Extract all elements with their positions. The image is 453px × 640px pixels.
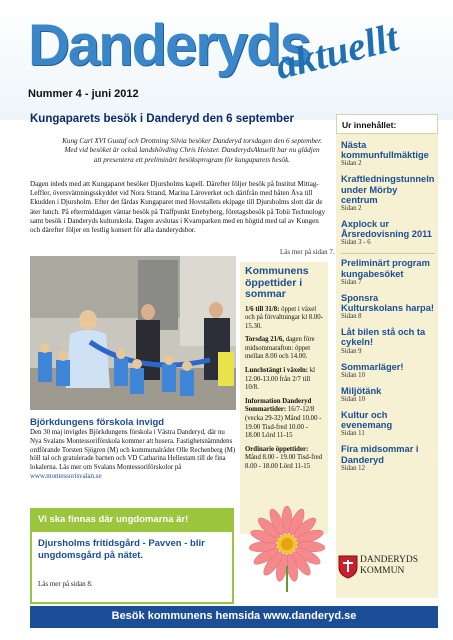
contents-item-page: Sidan 10 [341,396,365,404]
main-intro: Kung Carl XVI Gustaf och Drottning Silvia besöker Danderyd torsdagen den 6 september. Med vid besöket är också landshövding Chris Heister. DanderydsAktuellt har nu glädjen att presentera ett preliminärt besöksprogram för kungaparets besök. [62,137,322,164]
contents-item-title: Miljötänk [341,385,382,396]
issue-number: Nummer 4 - juni 2012 [28,88,139,100]
royal-visit-photo [30,256,236,410]
montessori-link[interactable]: www.montessorisvalan.se [30,472,102,480]
main-see-more: Läs mer på sidan 7. [280,248,335,256]
opening-hours-p5-label: Ordinarie öppettider: [245,445,309,453]
contents-item-title: Nästa kommunfullmäktige [341,140,429,161]
contents-sidebar [336,114,438,598]
contents-item[interactable] [341,410,435,438]
contents-item-page: Sidan 3 - 6 [341,239,371,247]
contents-item[interactable] [341,444,435,472]
main-body-text: Dagen inleds med att Kungaparet besöker Djursholms kapell. Därefter följer besök på Institut Mittag-Leffler, översvämningsskyddet vid Nora Strand, Marina Läroverket och därifrån med båten Äva till Ekudden i Djursholm. Efter det färdas Kungaparet med Hovstallets ekipage till Djursholms slott där de äter lunch. På eftermiddagen väntar besök på Träffpunkt Enebyberg, företagsbesök på Tobii Technology samt besök i Danderyds kulturskola. Dagen avslutas i Kvarnparken med en högtid med tal av Kungen och därefter följer en festlig konsert för alla danderydsbor. [30,180,326,235]
contents-item-page: Sidan 2 [341,205,362,213]
logo-line-2: KOMMUN [360,566,405,576]
logo-text [360,555,418,577]
opening-hours-p2-label: Torsdag 21/6, [245,336,285,344]
opening-hours-p3 [245,367,323,393]
contents-divider [341,253,435,254]
bjorkdungen-headline: Björkdungens förskola invigd [30,417,165,428]
footer-text: Besök kommunens hemsida www.danderyd.se [111,610,357,622]
contents-heading: Ur innehållet: [342,120,397,130]
opening-hours-p3-text: kl 12.00-13.00 från 2/7 till 10/8. [245,367,316,392]
flower-illustration [248,506,326,592]
opening-hours-p4-label: Information Danderyd Sommartider: [245,397,312,414]
masthead [0,0,453,120]
footer-banner[interactable] [30,606,438,628]
contents-item[interactable] [341,386,435,404]
contents-item-title: Fira midsommar i Danderyd [341,444,419,465]
contents-item[interactable] [341,362,435,380]
contents-item[interactable] [341,258,435,286]
main-body [30,180,328,235]
youth-box [30,508,234,604]
opening-hours-p2-text: dagen före midsommarafton: öppet mellan 8.00 och 14.00. [245,336,315,361]
contents-item-page: Sidan 9 [341,347,362,355]
contents-item-page: Sidan 11 [341,430,365,438]
contents-item[interactable] [341,174,435,213]
municipality-logo [336,552,438,582]
contents-item-page: Sidan 8 [341,313,362,321]
contents-item[interactable] [341,140,435,168]
opening-hours-p3-label: Lunchstängt i växeln: [245,367,309,375]
contents-item-page: Sidan 2 [341,160,362,168]
opening-hours-title: Kommunens öppettider i sommar [245,265,309,300]
opening-hours-p5 [245,446,323,472]
opening-hours-p1 [245,306,323,332]
bjorkdungen-text: Den 30 maj invigdes Björkdungens förskola i Västra Danderyd, där nu Nya Svalans Montessoriförskola kommer att husera. Fastighetsnämndens ordförande Torsten Sjögren (M) och kommunalrådet Olle Rechenberg (M) höll tal och gratulerade barnen och VD Catharina Hellestam till de fina lokalerna. Läs mer om Svalans Montessoriförskolor på [30,429,236,472]
contents-list [341,140,435,479]
contents-item-title: Axplock ur Årsredovisning 2011 [341,219,432,240]
opening-hours-p5-text: Månd 8.00 - 19.00 Tisd-fred 8.00 - 18.00 Lörd 11-15 [245,454,323,470]
youth-box-title: Vi ska finnas där ungdomarna är! [38,514,189,525]
opening-hours-p1-text: öppet i växel och på förvaltningar kl 8.00-15.30. [245,305,323,330]
masthead-title: Danderyds [28,13,310,78]
opening-hours-p4 [245,398,323,441]
contents-item-page: Sidan 10 [341,371,365,379]
contents-item-title: Låt bilen stå och ta cykeln! [341,327,426,348]
masthead-subtitle: aktuellt [270,14,403,89]
contents-item-title: Preliminärt program kungabesöket [341,258,430,279]
contents-item[interactable] [341,293,435,321]
main-headline: Kungaparets besök i Danderyd den 6 september [30,113,294,125]
contents-item[interactable] [341,219,435,247]
contents-item-page: Sidan 12 [341,464,365,472]
coat-of-arms-icon [338,555,358,579]
contents-item-title: Sommarläger! [341,361,404,372]
contents-item[interactable] [341,327,435,355]
opening-hours-p4-text: 16/7-12/8 (vecka 29-32) Månd 10.00 - 19.00 Tisd-fred 10.00 - 18.00 Lörd 11-15 [245,406,322,440]
logo-line-1: DANDERYDS [360,555,419,565]
contents-heading-box [336,114,438,134]
youth-box-see-more: Läs mer på sidan 8. [38,580,93,588]
contents-item-title: Kultur och evenemang [341,410,393,431]
opening-hours-box [240,262,328,534]
contents-item-title: Sponsra Kulturskolans harpa! [341,292,434,314]
bjorkdungen-body [30,429,236,482]
youth-box-subtitle: Djursholms fritidsgård - Pavven - blir ungdomsgård på nätet. [38,538,205,561]
contents-item-page: Sidan 7 [341,278,362,286]
opening-hours-p2 [245,336,323,362]
contents-item-title: Kraftledningstunneln under Mörby centrum [341,174,435,205]
opening-hours-p1-label: 1/6 till 31/8: [245,305,280,313]
